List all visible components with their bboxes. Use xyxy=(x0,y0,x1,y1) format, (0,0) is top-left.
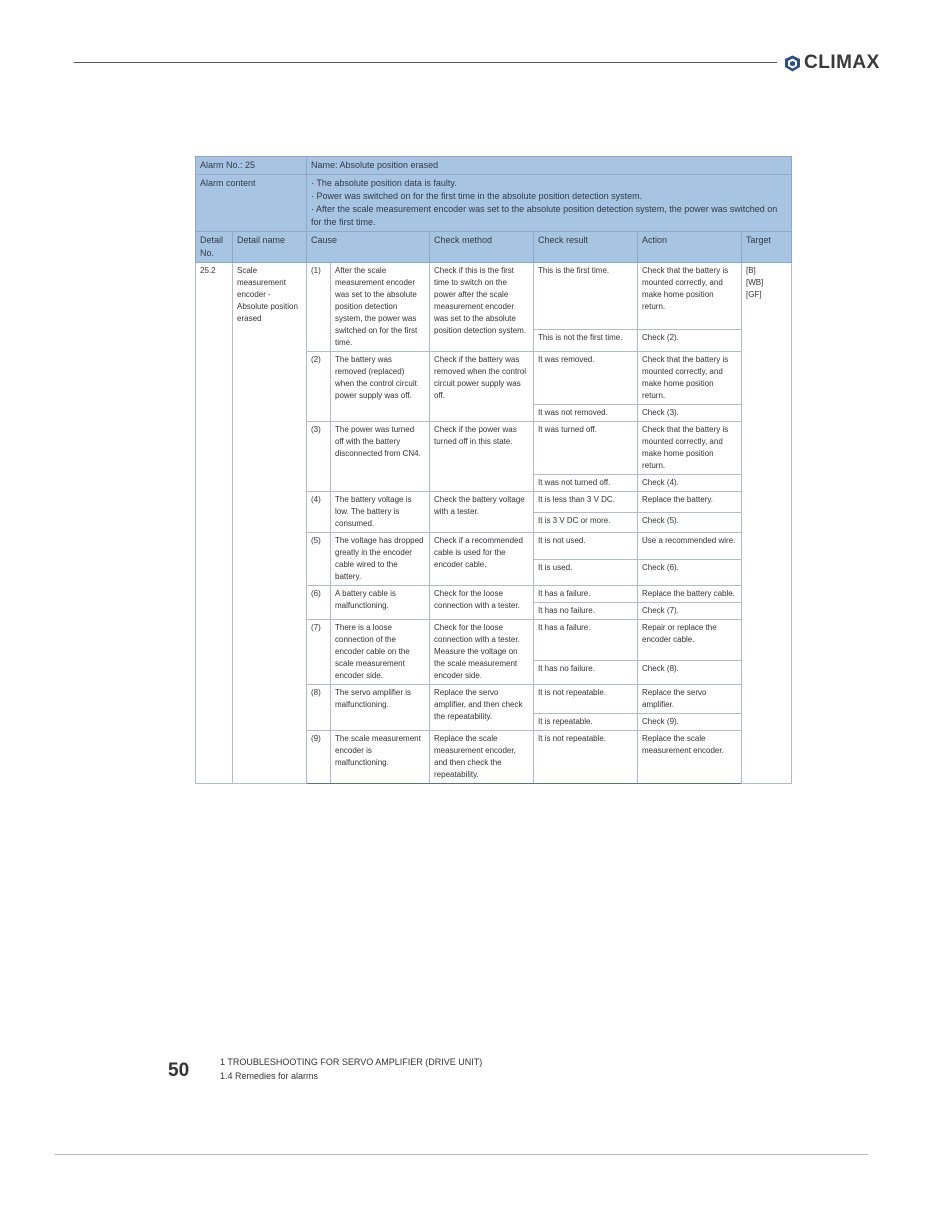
action-text: Replace the battery cable. xyxy=(638,586,742,603)
check-result-text: It was not turned off. xyxy=(534,475,638,492)
action-text: Replace the battery. xyxy=(638,492,742,513)
chapter-title: 1 TROUBLESHOOTING FOR SERVO AMPLIFIER (DRIVE UNIT) xyxy=(220,1057,483,1067)
page-number: 50 xyxy=(168,1060,190,1081)
check-result-text: This is the first time. xyxy=(534,263,638,330)
action-text: Check (4). xyxy=(638,475,742,492)
header-detail-no: Detail No. xyxy=(196,232,233,263)
check-result-text: It has a failure. xyxy=(534,586,638,603)
cause-text: The battery was removed (replaced) when the control circuit power supply was off. xyxy=(331,352,430,422)
cause-number: (4) xyxy=(307,492,331,533)
alarm-content-row xyxy=(196,175,792,232)
alarm-content-line: · The absolute position data is faulty. xyxy=(311,178,457,188)
action-text: Check that the battery is mounted correctly, and make home position return. xyxy=(638,263,742,330)
cause-text: The battery voltage is low. The battery is consumed. xyxy=(331,492,430,533)
check-result-text: It was removed. xyxy=(534,352,638,405)
header-rule xyxy=(74,62,777,63)
brand-name: CLIMAX xyxy=(804,52,880,73)
header-action: Action xyxy=(638,232,742,263)
check-result-text: It was turned off. xyxy=(534,422,638,475)
check-method-text: Check if a recommended cable is used for the encoder cable. xyxy=(430,533,534,586)
cause-number: (1) xyxy=(307,263,331,352)
cause-text: The scale measurement encoder is malfunctioning. xyxy=(331,731,430,784)
alarm-content-label: Alarm content xyxy=(196,175,307,232)
check-result-text: It is not repeatable. xyxy=(534,731,638,784)
cause-number: (5) xyxy=(307,533,331,586)
header-check-result: Check result xyxy=(534,232,638,263)
alarm-content-text xyxy=(307,175,792,232)
target-cell xyxy=(742,263,792,784)
check-result-text: It is repeatable. xyxy=(534,714,638,731)
header-check-method: Check method xyxy=(430,232,534,263)
check-method-text: Check if the battery was removed when the control circuit power supply was off. xyxy=(430,352,534,422)
cause-row xyxy=(196,263,792,330)
check-result-text: It has a failure. xyxy=(534,620,638,661)
action-text: Check that the battery is mounted correctly, and make home position return. xyxy=(638,422,742,475)
cause-text: After the scale measurement encoder was set to the absolute position detection system, the power was switched on for the first time. xyxy=(331,263,430,352)
alarm-title-row xyxy=(196,157,792,175)
cause-text: There is a loose connection of the encoder cable on the scale measurement encoder side. xyxy=(331,620,430,685)
cause-text: The servo amplifier is malfunctioning. xyxy=(331,685,430,731)
action-text: Check that the battery is mounted correctly, and make home position return. xyxy=(638,352,742,405)
alarm-name: Name: Absolute position erased xyxy=(307,157,792,175)
check-method-text: Replace the servo amplifier, and then check the repeatability. xyxy=(430,685,534,731)
header-detail-name: Detail name xyxy=(233,232,307,263)
alarm-number: Alarm No.: 25 xyxy=(196,157,307,175)
check-result-text: It is used. xyxy=(534,559,638,586)
cause-number: (2) xyxy=(307,352,331,422)
column-header-row xyxy=(196,232,792,263)
alarm-table xyxy=(195,156,792,784)
cause-number: (6) xyxy=(307,586,331,620)
check-result-text: It was not removed. xyxy=(534,405,638,422)
cause-text: A battery cable is malfunctioning. xyxy=(331,586,430,620)
target-code: [B] xyxy=(746,266,756,275)
header-target: Target xyxy=(742,232,792,263)
action-text: Repair or replace the encoder cable. xyxy=(638,620,742,661)
target-code: [WB] xyxy=(746,278,764,287)
climax-shield-icon xyxy=(784,55,801,72)
check-result-text: This is not the first time. xyxy=(534,330,638,352)
alarm-content-line: · After the scale measurement encoder was set to the absolute position detection system, the power was switched on for the first time. xyxy=(311,204,778,227)
action-text: Check (8). xyxy=(638,660,742,684)
check-method-text: Check if the power was turned off in this state. xyxy=(430,422,534,492)
check-result-text: It is 3 V DC or more. xyxy=(534,512,638,533)
cause-number: (9) xyxy=(307,731,331,784)
action-text: Use a recommended wire. xyxy=(638,533,742,560)
action-text: Check (9). xyxy=(638,714,742,731)
check-result-text: It is not repeatable. xyxy=(534,685,638,714)
action-text: Check (3). xyxy=(638,405,742,422)
check-method-text: Check the battery voltage with a tester. xyxy=(430,492,534,533)
check-result-text: It is not used. xyxy=(534,533,638,560)
action-text: Check (6). xyxy=(638,559,742,586)
cause-number: (3) xyxy=(307,422,331,492)
check-method-text: Check for the loose connection with a tester. xyxy=(430,586,534,620)
section-title: 1.4 Remedies for alarms xyxy=(220,1071,319,1081)
action-text: Check (5). xyxy=(638,512,742,533)
target-code: [GF] xyxy=(746,290,762,299)
check-result-text: It is less than 3 V DC. xyxy=(534,492,638,513)
cause-number: (7) xyxy=(307,620,331,685)
cause-number: (8) xyxy=(307,685,331,731)
action-text: Replace the servo amplifier. xyxy=(638,685,742,714)
action-text: Check (2). xyxy=(638,330,742,352)
check-method-text: Replace the scale measurement encoder, and then check the repeatability. xyxy=(430,731,534,784)
climax-logo xyxy=(784,52,880,74)
alarm-content-line: · Power was switched on for the first time in the absolute position detection system. xyxy=(311,191,643,201)
cause-text: The voltage has dropped greatly in the encoder cable wired to the battery. xyxy=(331,533,430,586)
action-text: Replace the scale measurement encoder. xyxy=(638,731,742,784)
check-result-text: It has no failure. xyxy=(534,660,638,684)
check-method-text: Check for the loose connection with a tester. Measure the voltage on the scale measurement encoder side. xyxy=(430,620,534,685)
action-text: Check (7). xyxy=(638,603,742,620)
check-method-text: Check if this is the first time to switch on the power after the scale measurement encoder was set to the absolute position detection system. xyxy=(430,263,534,352)
detail-number-cell: 25.2 xyxy=(196,263,233,784)
footer-rule xyxy=(55,1154,868,1155)
detail-name-cell: Scale measurement encoder - Absolute position erased xyxy=(233,263,307,784)
cause-text: The power was turned off with the battery disconnected from CN4. xyxy=(331,422,430,492)
check-result-text: It has no failure. xyxy=(534,603,638,620)
header-cause: Cause xyxy=(307,232,430,263)
